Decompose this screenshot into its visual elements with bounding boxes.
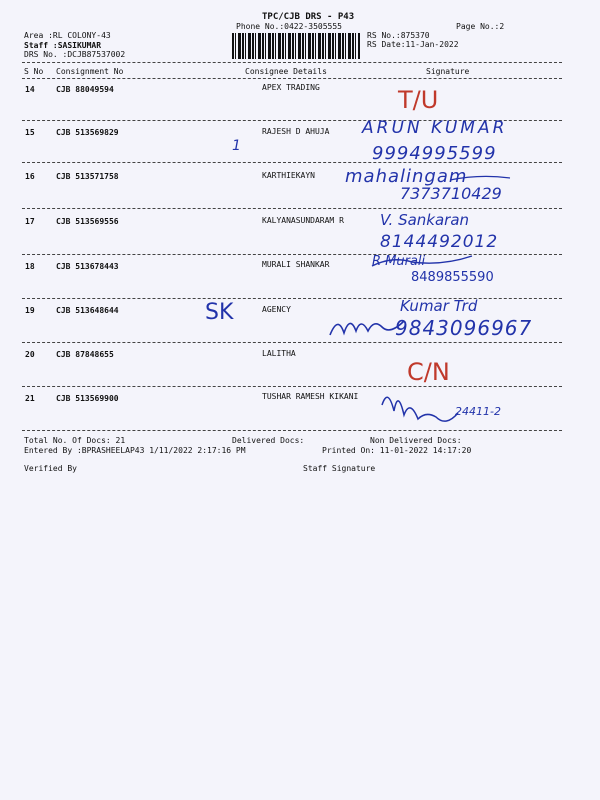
handwritten-note-cn: C/N	[407, 358, 450, 386]
handwritten-name: ARUN KUMAR	[362, 118, 508, 138]
printed-on: Printed On: 11-01-2022 14:17:20	[322, 446, 472, 455]
handwritten-phone: 9843096967	[395, 316, 533, 340]
handwritten-name: mahalingam	[345, 166, 468, 187]
handwritten-note-tu: T/U	[398, 86, 439, 114]
row-consignee: KALYANASUNDARAM R	[262, 216, 344, 225]
phone-number: Phone No.:0422-3505555	[236, 22, 342, 31]
entered-by: Entered By :BPRASHEELAP43 1/11/2022 2:17:16 PM	[24, 446, 246, 455]
row-sno: 19	[25, 306, 35, 315]
handwritten-mark: 1	[232, 138, 241, 154]
row-consignment: CJB 513648644	[56, 306, 119, 315]
row-sno: 16	[25, 172, 35, 181]
handwritten-phone: 7373710429	[400, 184, 502, 203]
row-consignment: CJB 513571758	[56, 172, 119, 181]
row-consignee: LALITHA	[262, 349, 296, 358]
col-sno: S No	[24, 67, 44, 76]
delivered-docs: Delivered Docs:	[232, 436, 305, 445]
row-consignment: CJB 87848655	[56, 350, 114, 359]
handwritten-number: 24411-2	[455, 405, 501, 418]
row-sno: 15	[25, 128, 35, 137]
handwritten-phone: 8489855590	[411, 270, 494, 285]
rs-number: RS No.:875370	[367, 31, 430, 40]
row-consignee: AGENCY	[262, 305, 291, 314]
row-sno: 14	[25, 85, 35, 94]
row-sno: 21	[25, 394, 35, 403]
col-consignee: Consignee Details	[245, 67, 327, 76]
handwritten-name: Kumar Trd	[400, 297, 478, 315]
rs-date: RS Date:11-Jan-2022	[367, 40, 459, 49]
row-sno: 18	[25, 262, 35, 271]
verified-by: Verified By	[24, 464, 77, 473]
handwritten-phone: 9994995599	[372, 143, 497, 164]
non-delivered-docs: Non Delivered Docs:	[370, 436, 462, 445]
row-consignment: CJB 513678443	[56, 262, 119, 271]
row-consignee: TUSHAR RAMESH KIKANI	[262, 392, 359, 401]
row-consignee: APEX TRADING	[262, 83, 320, 92]
handwritten-name: R Murali	[372, 254, 426, 269]
row-sno: 20	[25, 350, 35, 359]
row-consignment: CJB 513569829	[56, 128, 119, 137]
row-consignment: CJB 88049594	[56, 85, 114, 94]
drs-title: TPC/CJB DRS - P43	[262, 12, 355, 22]
col-signature: Signature	[426, 67, 470, 76]
staff-label: Staff :SASIKUMAR	[24, 41, 102, 50]
staff-signature: Staff Signature	[303, 464, 376, 473]
handwritten-phone: 8144492012	[380, 232, 499, 252]
drs-number: DRS No. :DCJB87537002	[24, 50, 126, 59]
col-consignment: Consignment No	[56, 67, 124, 76]
row-consignee: MURALI SHANKAR	[262, 260, 330, 269]
page-number: Page No.:2	[456, 22, 505, 31]
row-consignee: RAJESH D AHUJA	[262, 127, 330, 136]
row-consignee: KARTHIEKAYN	[262, 171, 315, 180]
handwritten-initials: SK	[205, 300, 234, 325]
row-consignment: CJB 513569900	[56, 394, 119, 403]
total-docs: Total No. Of Docs: 21	[24, 436, 126, 445]
row-sno: 17	[25, 217, 35, 226]
handwritten-name: V. Sankaran	[380, 211, 470, 229]
area-label: Area :RL COLONY-43	[24, 31, 111, 40]
row-consignment: CJB 513569556	[56, 217, 119, 226]
